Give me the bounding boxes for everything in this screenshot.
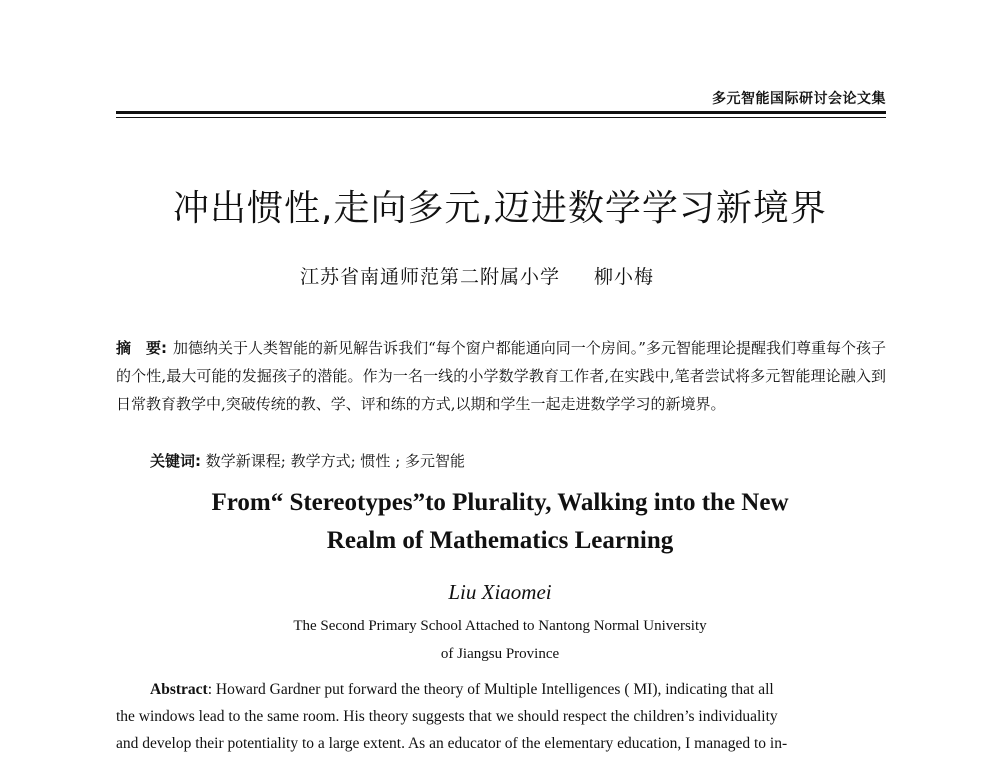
chinese-keywords-label: 关键词: — [150, 452, 201, 470]
chinese-keywords-text: 数学新课程; 教学方式; 惯性 ; 多元智能 — [205, 452, 466, 470]
chinese-affiliation: 江苏省南通师范第二附属小学 — [300, 266, 561, 288]
chinese-author-name: 柳小梅 — [594, 266, 655, 288]
chinese-author-line — [300, 262, 654, 289]
english-author-name: Liu Xiaomei — [448, 580, 552, 604]
english-abstract-line-1 — [116, 676, 886, 703]
english-abstract-text-1: : Howard Gardner put forward the theory of Multiple Intelligences ( MI), indicating that all — [207, 681, 774, 698]
english-abstract — [116, 676, 886, 757]
english-affiliation-line-1: The Second Primary School Attached to Nantong Normal University — [293, 618, 707, 634]
chinese-abstract-text: 加德纳关于人类智能的新见解告诉我们“每个窗户都能通向同一个房间。”多元智能理论提醒我们尊重每个孩子的个性,最大可能的发掘孩子的潜能。作为一名一线的小学数学教育工作者,在实践中,笔者尝试将多元智能理论融入到日常教育教学中,突破传统的教、学、评和练的方式,以期和学生一起走进数学学习的新境界。 — [116, 339, 887, 413]
header-rule-thin — [116, 117, 886, 118]
chinese-title: 冲出惯性,走向多元,迈进数学学习新境界 — [173, 188, 827, 229]
header-rule-thick — [116, 111, 886, 114]
chinese-abstract — [116, 334, 886, 418]
chinese-abstract-label: 摘 要: — [116, 339, 168, 357]
english-affiliation — [0, 612, 1000, 668]
chinese-keywords — [150, 450, 465, 471]
english-affiliation-line-2: of Jiangsu Province — [440, 646, 560, 662]
running-header: 多元智能国际研讨会论文集 — [712, 91, 886, 107]
english-abstract-line-3: and develop their potentiality to a large extent. As an educator of the elementary education, I managed to in- — [116, 735, 788, 752]
english-title-line-2: Realm of Mathematics Learning — [326, 527, 674, 554]
english-abstract-line-2: the windows lead to the same room. His theory suggests that we should respect the children’s individuality — [116, 708, 778, 725]
english-title — [0, 484, 1000, 560]
english-title-line-1: From“ Stereotypes”to Plurality, Walking into the New — [211, 489, 789, 516]
english-abstract-label: Abstract — [150, 681, 208, 698]
